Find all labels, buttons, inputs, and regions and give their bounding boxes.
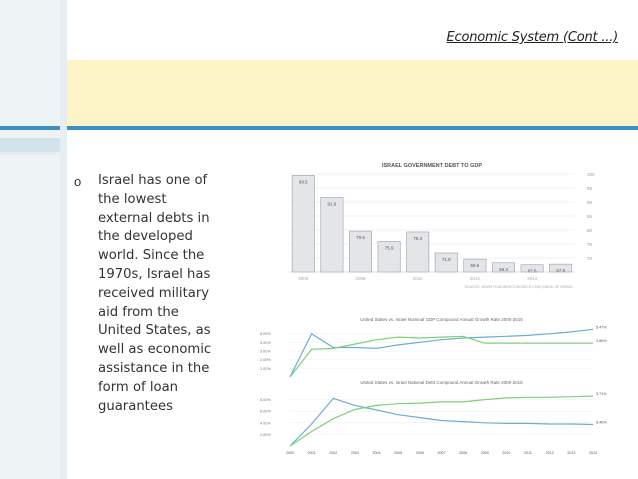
bar — [435, 253, 457, 272]
series-line — [290, 398, 593, 446]
bar — [321, 198, 343, 272]
bullet-line: United States, as — [98, 323, 211, 339]
x-tick-label: 2007 — [437, 451, 446, 455]
x-tick-label: 2009 — [480, 451, 489, 455]
bullet-line: aid from the — [98, 304, 179, 320]
x-tick-label: 2003 — [350, 451, 359, 455]
bullet-line: assistance in the — [98, 360, 210, 376]
x-tick-label: 2013 — [567, 451, 576, 455]
series-end-label: 3.85% — [596, 339, 607, 344]
x-tick-label: 2006 — [298, 276, 309, 281]
x-tick-label: 2000 — [286, 451, 294, 455]
bar-value-label: 67.8 — [556, 268, 566, 274]
x-tick-label: 2008 — [355, 276, 366, 281]
x-tick-label: 2012 — [545, 451, 554, 455]
bullet-line: the lowest — [98, 191, 167, 207]
chart-source: SOURCE: WWW.TRADINGECONOMICS.COM | BANK OF ISRAEL — [464, 285, 573, 289]
bullet-line: Israel has one of — [98, 173, 208, 188]
series-line — [290, 329, 593, 377]
y-tick-label: 70 — [587, 256, 593, 261]
bullet-line: well as economic — [98, 342, 212, 358]
y-tick-label: 2.00% — [260, 432, 271, 437]
y-tick-label: 1.00% — [260, 366, 271, 371]
bullet-line: external debts in — [98, 210, 210, 226]
y-tick-label: 6.00% — [260, 409, 271, 414]
chart-title: ISRAEL GOVERNMENT DEBT TO GDP — [381, 163, 483, 169]
bar-value-label: 69.6 — [470, 263, 480, 269]
bullet-line: form of loan — [98, 379, 179, 395]
bullet-line: guarantees — [98, 398, 173, 414]
x-tick-label: 2014 — [589, 451, 597, 455]
bullet-marker: o — [74, 174, 82, 189]
y-tick-label: 8.00% — [260, 398, 271, 403]
y-tick-label: 80 — [587, 228, 593, 233]
bullet-list — [74, 172, 268, 416]
bar-value-label: 71.8 — [441, 256, 451, 262]
x-tick-label: 2010 — [502, 451, 511, 455]
x-tick-label: 2004 — [372, 451, 381, 455]
left-decor-stripe-thin — [0, 152, 60, 155]
bullet-line: world. Since the — [98, 248, 205, 264]
y-tick-label: 90 — [587, 200, 593, 205]
bullet-line: the developed — [98, 229, 193, 245]
bar-value-label: 99.5 — [298, 179, 308, 185]
y-tick-label: 4.00% — [260, 340, 271, 345]
x-tick-label: 2008 — [459, 451, 468, 455]
header-divider-line — [0, 126, 638, 130]
bar-value-label: 91.6 — [327, 201, 337, 207]
x-tick-label: 2002 — [329, 451, 338, 455]
x-tick-label: 2010 — [412, 276, 423, 281]
chart-debt-to-gdp — [283, 158, 605, 290]
chart-title: United States vs. Israel Nominal GDP Compound Annual Growth Rate 2000-2015 — [360, 317, 523, 322]
bar-value-label: 68.3 — [499, 266, 508, 272]
y-tick-label: 100 — [587, 172, 595, 177]
x-tick-label: 2001 — [307, 451, 316, 455]
bullet-line: 1970s, Israel has — [98, 266, 211, 282]
bar-value-label: 75.9 — [384, 245, 394, 251]
y-tick-label: 4.00% — [260, 421, 271, 426]
y-tick-label: 2.00% — [260, 358, 271, 363]
series-end-label: 8.46% — [596, 420, 607, 425]
x-tick-label: 2014 — [527, 276, 538, 281]
y-tick-label: 85 — [587, 214, 593, 219]
series-end-label: 3.71% — [596, 392, 607, 397]
y-tick-label: 3.00% — [260, 349, 271, 354]
bullet-text — [98, 172, 268, 416]
x-tick-label: 2011 — [524, 451, 532, 455]
slide-title: Economic System (Cont ...) — [446, 30, 618, 45]
chart-title: United States vs. Israel National Debt Compound Annual Growth Rate 2000-2015 — [360, 380, 523, 385]
y-tick-label: 5.00% — [260, 332, 271, 337]
y-tick-label: 75 — [587, 242, 593, 247]
bar — [292, 175, 314, 272]
chart-nominal-gdp-growth — [258, 315, 623, 379]
bar-value-label: 79.3 — [413, 235, 423, 241]
series-end-label: 5.47% — [596, 325, 607, 330]
left-accent-strip — [60, 0, 67, 479]
chart-national-debt-growth — [258, 378, 623, 460]
bar-value-label: 79.6 — [356, 235, 365, 241]
x-tick-label: 2005 — [394, 451, 403, 455]
left-decor-stripe — [0, 138, 60, 152]
left-decor-band — [0, 0, 60, 479]
bar-value-label: 67.6 — [527, 268, 537, 274]
header-yellow-band — [60, 60, 638, 126]
bullet-line: received military — [98, 285, 210, 301]
x-tick-label: 2006 — [415, 451, 424, 455]
x-tick-label: 2012 — [469, 276, 480, 281]
y-tick-label: 95 — [587, 186, 593, 191]
